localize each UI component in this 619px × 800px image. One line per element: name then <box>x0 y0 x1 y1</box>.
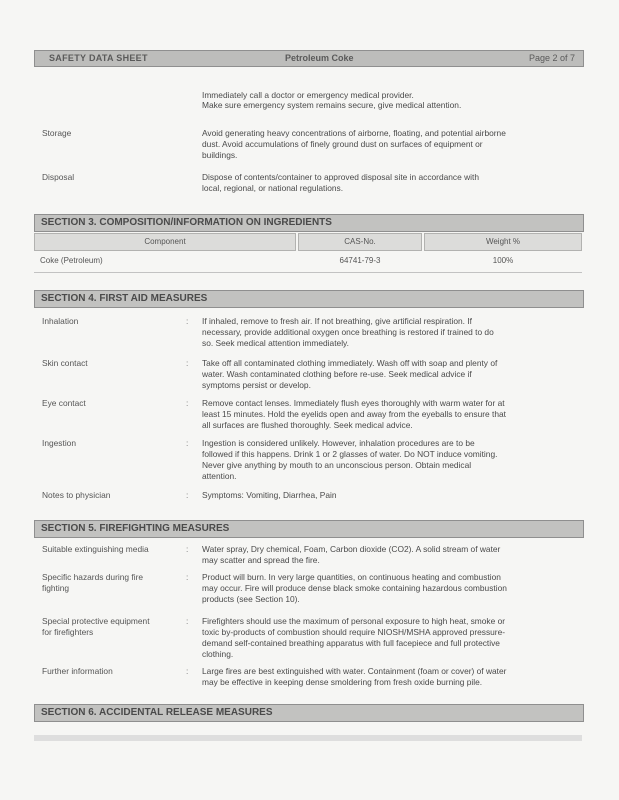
section-5-title: SECTION 5. FIREFIGHTING MEASURES <box>41 523 230 534</box>
footer-band <box>34 735 582 741</box>
section-3-title: SECTION 3. COMPOSITION/INFORMATION ON INGREDIENTS <box>41 217 332 228</box>
ingestion-line: Never give anything by mouth to an unconscious person. Obtain medical <box>202 460 472 470</box>
notes-physician-label: Notes to physician <box>42 490 111 500</box>
protective-equipment-line: Firefighters should use the maximum of personal exposure to high heat, smoke or <box>202 616 506 626</box>
sds-page <box>34 42 582 742</box>
extinguishing-media-line: Water spray, Dry chemical, Foam, Carbon dioxide (CO2). A solid stream of water <box>202 544 501 554</box>
product-name: Petroleum Coke <box>285 53 354 63</box>
disposal-line: local, regional, or national regulations. <box>202 183 344 193</box>
further-information-label: Further information <box>42 666 113 676</box>
disposal-label: Disposal <box>42 172 75 182</box>
cell-component: Coke (Petroleum) <box>40 256 103 265</box>
section-6-title: SECTION 6. ACCIDENTAL RELEASE MEASURES <box>41 707 273 718</box>
notes-physician-line: Symptoms: Vomiting, Diarrhea, Pain <box>202 490 337 500</box>
specific-hazards-line: may occur. Fire will produce dense black smoke containing hazardous combustion <box>202 583 507 593</box>
skin-contact-label: Skin contact <box>42 358 88 368</box>
column-header-cas: CAS-No. <box>298 233 422 251</box>
inhalation-line: necessary, provide additional oxygen once breathing is restored if trained to do <box>202 327 494 337</box>
cell-weight: 100% <box>492 256 514 265</box>
storage-line: dust. Avoid accumulations of finely ground dust on surfaces of equipment or <box>202 139 483 149</box>
specific-hazards-label: fighting <box>42 583 70 593</box>
colon-separator: : <box>186 316 189 326</box>
document-title: SAFETY DATA SHEET <box>49 53 148 63</box>
colon-separator: : <box>186 616 189 626</box>
eye-contact-line: Remove contact lenses. Immediately flush eyes thoroughly with warm water for at <box>202 398 505 408</box>
column-header-weight: Weight % <box>424 233 582 251</box>
section-5-header <box>34 520 584 538</box>
storage-line: buildings. <box>202 150 238 160</box>
colon-separator: : <box>186 438 189 448</box>
section-3-header <box>34 214 584 232</box>
extinguishing-media-line: may scatter and spread the fire. <box>202 555 320 565</box>
specific-hazards-line: Product will burn. In very large quantities, on continuous heating and combustion <box>202 572 501 582</box>
colon-separator: : <box>186 666 189 676</box>
further-information-line: may be effective in keeping dense smoldering from fresh oxide burning pile. <box>202 677 483 687</box>
colon-separator: : <box>186 398 189 408</box>
section-4-header <box>34 290 584 308</box>
table-bottom-rule <box>34 272 582 273</box>
inhalation-line: If inhaled, remove to fresh air. If not breathing, give artificial respiration. If <box>202 316 472 326</box>
disposal-line: Dispose of contents/container to approved disposal site in accordance with <box>202 172 480 182</box>
ingestion-line: followed if this happens. Drink 1 or 2 glasses of water. Do NOT induce vomiting. <box>202 449 498 459</box>
continuation-line: Make sure emergency system remains secure, give medical attention. <box>202 100 462 110</box>
page-number: Page 2 of 7 <box>528 53 575 63</box>
colon-separator: : <box>186 490 189 500</box>
further-information-line: Large fires are best extinguished with water. Containment (foam or cover) of water <box>202 666 507 676</box>
continuation-line: Immediately call a doctor or emergency medical provider. <box>202 90 414 100</box>
protective-equipment-line: demand self-contained breathing apparatus with full facepiece and full protective <box>202 638 500 648</box>
colon-separator: : <box>186 544 189 554</box>
protective-equipment-label: Special protective equipment <box>42 616 150 626</box>
extinguishing-media-label: Suitable extinguishing media <box>42 544 149 554</box>
column-header-component: Component <box>34 233 296 251</box>
section-6-header <box>34 704 584 722</box>
protective-equipment-line: toxic by-products of combustion should require NIOSH/MSHA approved pressure- <box>202 627 506 637</box>
skin-contact-line: symptoms persist or develop. <box>202 380 311 390</box>
specific-hazards-label: Specific hazards during fire <box>42 572 144 582</box>
protective-equipment-label: for firefighters <box>42 627 94 637</box>
ingestion-line: attention. <box>202 471 237 481</box>
eye-contact-line: least 15 minutes. Hold the eyelids open and away from the eyeballs to ensure that <box>202 409 507 419</box>
ingestion-line: Ingestion is considered unlikely. However, inhalation procedures are to be <box>202 438 475 448</box>
cell-cas: 64741-79-3 <box>339 256 381 265</box>
skin-contact-line: Take off all contaminated clothing immediately. Wash off with soap and plenty of <box>202 358 498 368</box>
eye-contact-label: Eye contact <box>42 398 86 408</box>
protective-equipment-line: clothing. <box>202 649 234 659</box>
inhalation-line: so. Seek medical attention immediately. <box>202 338 349 348</box>
skin-contact-line: water. Wash contaminated clothing before re-use. Seek medical advice if <box>202 369 472 379</box>
ingestion-label: Ingestion <box>42 438 76 448</box>
storage-line: Avoid generating heavy concentrations of airborne, floating, and potential airborne <box>202 128 506 138</box>
section-4-title: SECTION 4. FIRST AID MEASURES <box>41 293 208 304</box>
eye-contact-line: all surfaces are flushed thoroughly. Seek medical advice. <box>202 420 413 430</box>
storage-label: Storage <box>42 128 72 138</box>
colon-separator: : <box>186 572 189 582</box>
sds-header-bar <box>34 50 584 67</box>
specific-hazards-line: products (see Section 10). <box>202 594 300 604</box>
inhalation-label: Inhalation <box>42 316 79 326</box>
colon-separator: : <box>186 358 189 368</box>
